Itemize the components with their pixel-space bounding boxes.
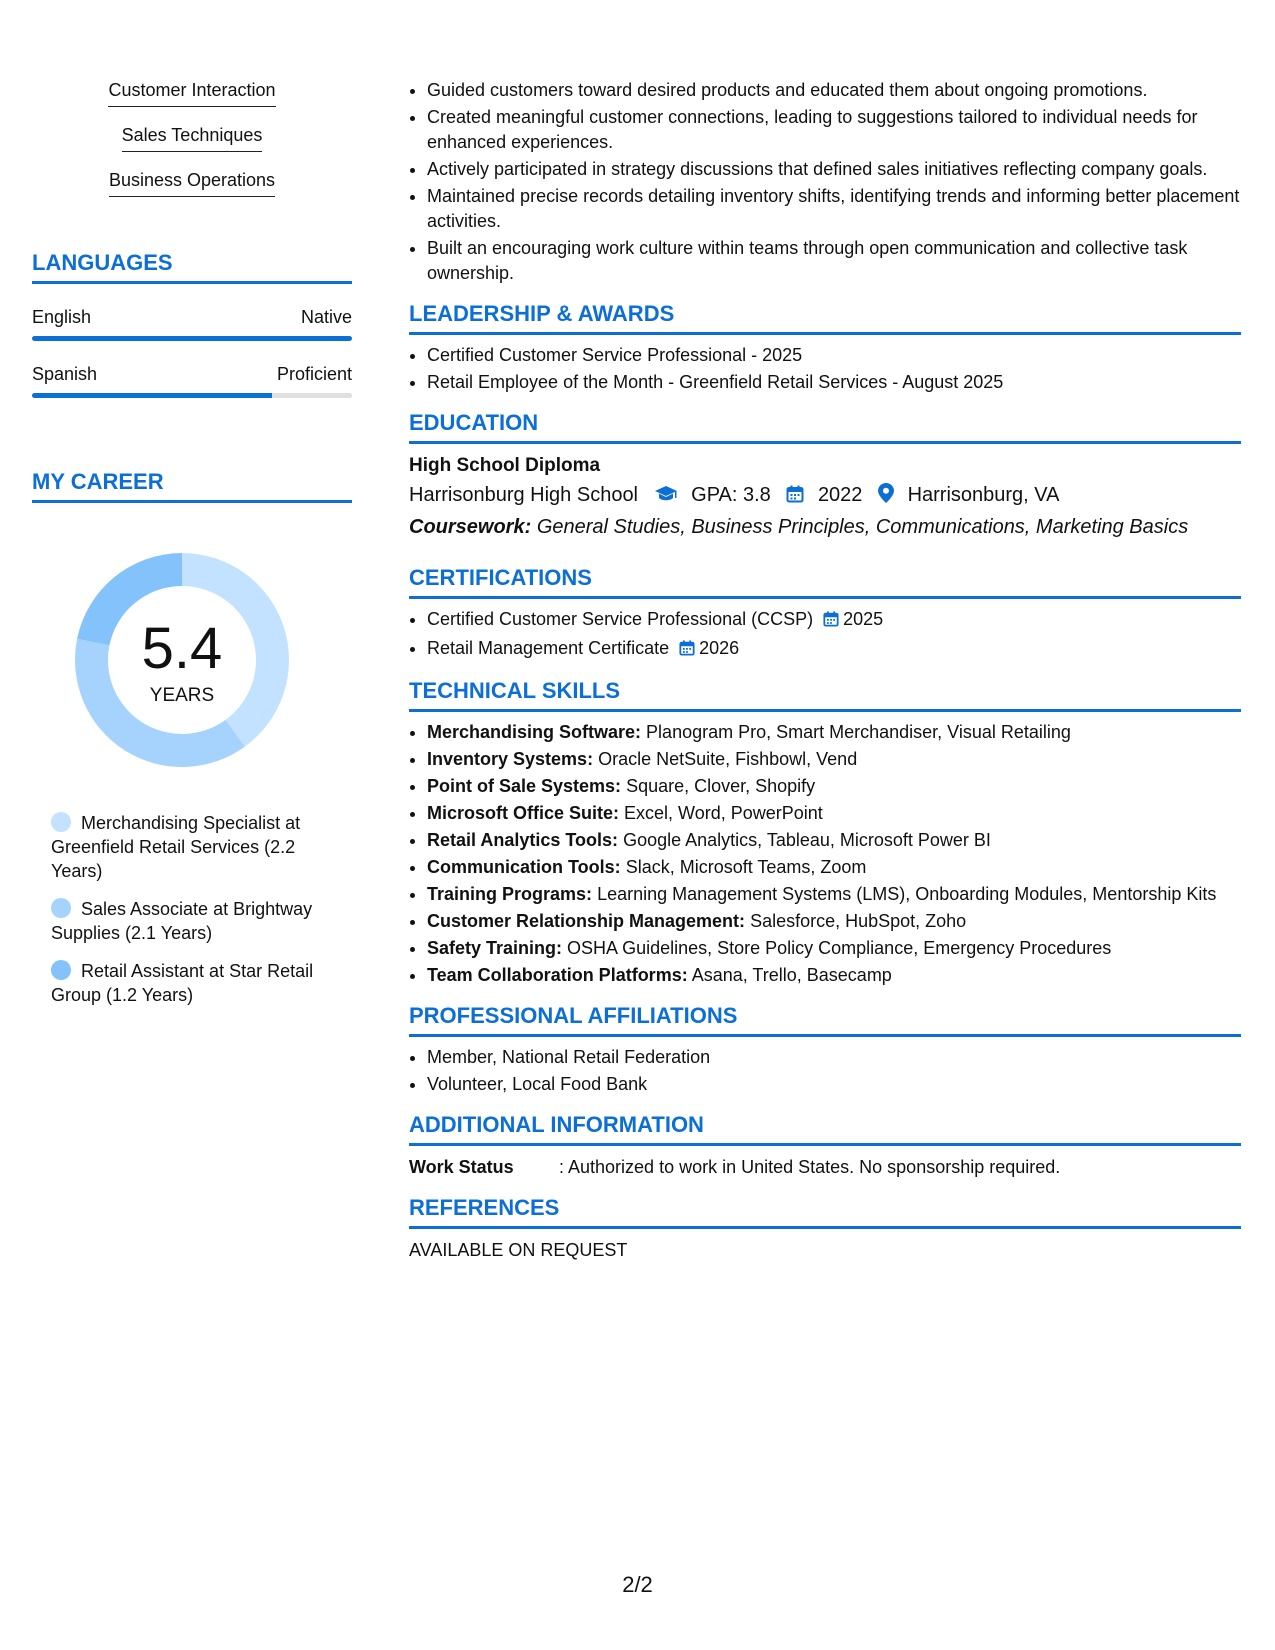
list-item bbox=[427, 963, 1241, 988]
legend-label: Sales Associate at Brightway Supplies (2.1 Years) bbox=[51, 899, 313, 943]
skill-value: Planogram Pro, Smart Merchandiser, Visual Retailing bbox=[646, 722, 1071, 742]
skill-key: Merchandising Software: bbox=[427, 722, 642, 742]
skill-key: Communication Tools: bbox=[427, 857, 621, 877]
calendar-icon bbox=[823, 609, 839, 634]
section-title: CERTIFICATIONS bbox=[409, 564, 1241, 599]
section-title: REFERENCES bbox=[409, 1194, 1241, 1229]
list-item: • Maintained precise records detailing inventory shifts, identifying trends and informing better placement activities. bbox=[427, 184, 1241, 234]
certifications-section bbox=[409, 564, 1241, 663]
skill-value: Learning Management Systems (LMS), Onboarding Modules, Mentorship Kits bbox=[597, 884, 1217, 904]
legend-dot-icon bbox=[51, 812, 71, 832]
career-unit: YEARS bbox=[149, 685, 215, 706]
skill-key: Customer Relationship Management: bbox=[427, 911, 746, 931]
section-title: ADDITIONAL INFORMATION bbox=[409, 1111, 1241, 1146]
skill-value: Square, Clover, Shopify bbox=[626, 776, 816, 796]
calendar-icon bbox=[679, 638, 695, 663]
list-item: • Created meaningful customer connections, leading to suggestions tailored to individual needs for enhanced experiences. bbox=[427, 105, 1241, 155]
language-bar bbox=[32, 393, 352, 398]
language-level: Proficient bbox=[276, 364, 352, 384]
skill-tag: Customer Interaction bbox=[108, 78, 275, 107]
school-name: Harrisonburg High School bbox=[409, 484, 639, 506]
skill-tag: Business Operations bbox=[109, 168, 275, 197]
skill-value: Oracle NetSuite, Fishbowl, Vend bbox=[598, 749, 858, 769]
cert-name: Retail Management Certificate bbox=[427, 638, 670, 658]
legend-label: Retail Assistant at Star Retail Group (1.2 Years) bbox=[51, 961, 314, 1005]
location-pin-icon bbox=[878, 482, 894, 512]
list-item: • Retail Employee of the Month - Greenfield Retail Services - August 2025 bbox=[427, 370, 1241, 395]
list-item: • Volunteer, Local Food Bank bbox=[427, 1072, 1241, 1097]
legend-item bbox=[51, 959, 341, 1007]
career-legend bbox=[51, 811, 341, 1007]
list-item bbox=[427, 801, 1241, 826]
list-item bbox=[427, 636, 1241, 663]
graduation-cap-icon bbox=[654, 482, 678, 512]
section-title: EDUCATION bbox=[409, 409, 1241, 444]
list-item bbox=[427, 828, 1241, 853]
section-title: TECHNICAL SKILLS bbox=[409, 677, 1241, 712]
language-name: English bbox=[32, 307, 92, 327]
references-text: AVAILABLE ON REQUEST bbox=[409, 1240, 628, 1260]
skill-tag: Sales Techniques bbox=[122, 123, 263, 152]
sidebar bbox=[32, 78, 352, 1021]
info-row bbox=[409, 1154, 1241, 1180]
languages-title: LANGUAGES bbox=[32, 249, 352, 284]
list-item: • Member, National Retail Federation bbox=[427, 1045, 1241, 1070]
list-item bbox=[427, 720, 1241, 745]
skill-key: Microsoft Office Suite: bbox=[427, 803, 620, 823]
skill-key: Training Programs: bbox=[427, 884, 593, 904]
skill-value: OSHA Guidelines, Store Policy Compliance, Emergency Procedures bbox=[567, 938, 1112, 958]
career-total: 5.4 bbox=[141, 616, 223, 681]
skill-key: Point of Sale Systems: bbox=[427, 776, 622, 796]
legend-item bbox=[51, 897, 341, 945]
coursework bbox=[409, 512, 1241, 542]
language-bar bbox=[32, 336, 352, 341]
skill-value: Excel, Word, PowerPoint bbox=[624, 803, 823, 823]
skill-value: Slack, Microsoft Teams, Zoom bbox=[625, 857, 867, 877]
calendar-icon bbox=[786, 482, 804, 512]
skill-value: Asana, Trello, Basecamp bbox=[691, 965, 892, 985]
info-key: Work Status bbox=[409, 1157, 514, 1177]
education-section bbox=[409, 409, 1241, 542]
list-item bbox=[427, 774, 1241, 799]
references-section bbox=[409, 1194, 1241, 1263]
skill-key: Safety Training: bbox=[427, 938, 563, 958]
skill-key: Retail Analytics Tools: bbox=[427, 830, 619, 850]
list-item bbox=[427, 882, 1241, 907]
legend-item bbox=[51, 811, 341, 883]
cert-name: Certified Customer Service Professional (CCSP) bbox=[427, 609, 814, 629]
coursework-label: Coursework: bbox=[409, 516, 532, 538]
list-item: • Guided customers toward desired products and educated them about ongoing promotions. bbox=[427, 78, 1241, 103]
list-item: • Actively participated in strategy discussions that defined sales initiatives reflecting company goals. bbox=[427, 157, 1241, 182]
skill-value: Salesforce, HubSpot, Zoho bbox=[750, 911, 967, 931]
legend-dot-icon bbox=[51, 898, 71, 918]
degree: High School Diploma bbox=[409, 455, 601, 476]
info-value: : Authorized to work in United States. No sponsorship required. bbox=[559, 1157, 1061, 1177]
section-title: LEADERSHIP & AWARDS bbox=[409, 300, 1241, 335]
list-item bbox=[427, 855, 1241, 880]
language-item bbox=[32, 306, 352, 341]
affiliations-section bbox=[409, 1002, 1241, 1097]
skill-key: Team Collaboration Platforms: bbox=[427, 965, 688, 985]
section-title: PROFESSIONAL AFFILIATIONS bbox=[409, 1002, 1241, 1037]
technical-skills-section bbox=[409, 677, 1241, 988]
list-item: • Certified Customer Service Professional - 2025 bbox=[427, 343, 1241, 368]
legend-label: Merchandising Specialist at Greenfield Retail Services (2.2 Years) bbox=[51, 813, 301, 881]
main-content bbox=[409, 78, 1241, 1263]
legend-dot-icon bbox=[51, 960, 71, 980]
language-item bbox=[32, 363, 352, 398]
skill-tags bbox=[32, 78, 352, 213]
list-item bbox=[427, 747, 1241, 772]
education-details bbox=[409, 480, 1241, 512]
language-bar-fill bbox=[32, 393, 272, 398]
language-name: Spanish bbox=[32, 364, 98, 384]
page-number: 2/2 bbox=[622, 1572, 653, 1597]
language-bar-fill bbox=[32, 336, 352, 341]
list-item bbox=[427, 936, 1241, 961]
additional-info-section bbox=[409, 1111, 1241, 1180]
skill-value: Google Analytics, Tableau, Microsoft Power BI bbox=[623, 830, 991, 850]
list-item: • Built an encouraging work culture within teams through open communication and collective task ownership. bbox=[427, 236, 1241, 286]
gpa: GPA: 3.8 bbox=[691, 484, 771, 506]
experience-bullets bbox=[409, 78, 1241, 286]
cert-year: 2025 bbox=[843, 609, 884, 629]
career-title: MY CAREER bbox=[32, 468, 352, 503]
cert-year: 2026 bbox=[699, 638, 740, 658]
school-location: Harrisonburg, VA bbox=[907, 484, 1060, 506]
leadership-section bbox=[409, 300, 1241, 395]
skill-key: Inventory Systems: bbox=[427, 749, 594, 769]
coursework-list: General Studies, Business Principles, Communications, Marketing Basics bbox=[536, 516, 1189, 538]
language-level: Native bbox=[300, 307, 352, 327]
list-item bbox=[427, 909, 1241, 934]
graduation-year: 2022 bbox=[817, 484, 863, 506]
career-donut-chart bbox=[67, 545, 297, 775]
list-item bbox=[427, 607, 1241, 634]
